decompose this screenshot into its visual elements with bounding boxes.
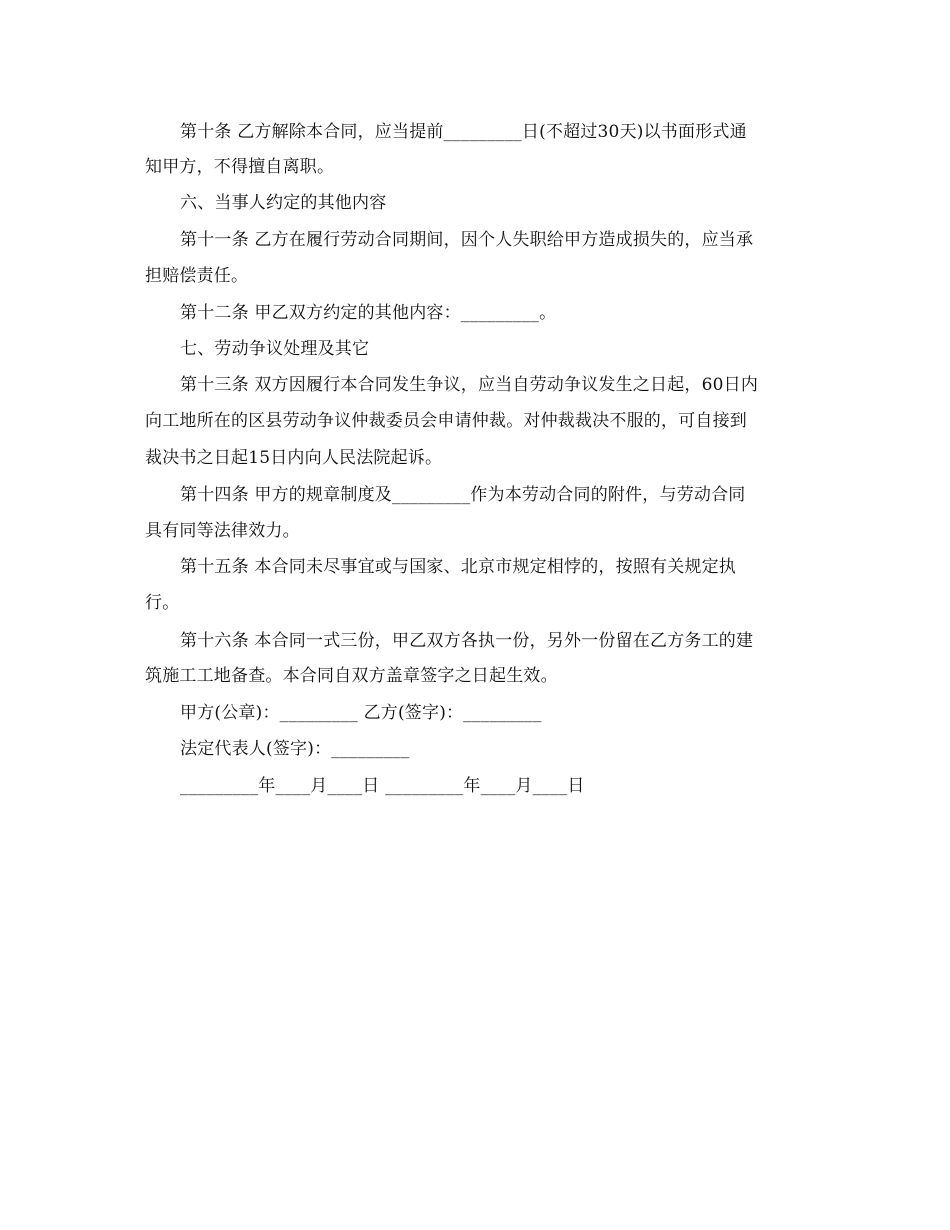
article-14-line-2: 具有同等法律效力。 [145, 521, 300, 541]
article-10-line-2: 知甲方，不得擅自离职。 [145, 157, 335, 177]
article-14-line-1: 第十四条 甲方的规章制度及_________作为本劳动合同的附件，与劳动合同 [180, 485, 746, 505]
article-12-line: 第十二条 甲乙双方约定的其他内容：_________。 [180, 303, 557, 323]
article-13-line-2: 向工地所在的区县劳动争议仲裁委员会申请仲裁。对仲裁裁决不服的，可自接到 [145, 411, 747, 431]
article-15-line-2: 行。 [145, 593, 180, 613]
article-11-line-1: 第十一条 乙方在履行劳动合同期间，因个人失职给甲方造成损失的，应当承 [180, 230, 754, 250]
article-10-line-1: 第十条 乙方解除本合同，应当提前_________日(不超过30天)以书面形式通 [180, 122, 747, 142]
article-11-line-2: 担赔偿责任。 [145, 266, 249, 286]
article-15-line-1: 第十五条 本合同未尽事宜或与国家、北京市规定相悖的，按照有关规定执 [180, 557, 737, 577]
article-13-line-1: 第十三条 双方因履行本合同发生争议，应当自劳动争议发生之日起，60日内 [180, 375, 759, 395]
legal-representative-line: 法定代表人(签字)：_________ [180, 739, 410, 759]
article-16-line-1: 第十六条 本合同一式三份，甲乙双方各执一份，另外一份留在乙方务工的建 [180, 631, 754, 651]
article-16-line-2: 筑施工工地备查。本合同自双方盖章签字之日起生效。 [145, 666, 558, 686]
article-13-line-3: 裁决书之日起15日内向人民法院起诉。 [145, 448, 443, 468]
section-6-heading: 六、当事人约定的其他内容 [180, 193, 387, 213]
section-7-heading: 七、劳动争议处理及其它 [180, 339, 370, 359]
signature-parties-line: 甲方(公章)：_________ 乙方(签字)：_________ [180, 703, 542, 723]
date-line: _________年____月____日 _________年____月____日 [180, 776, 585, 796]
